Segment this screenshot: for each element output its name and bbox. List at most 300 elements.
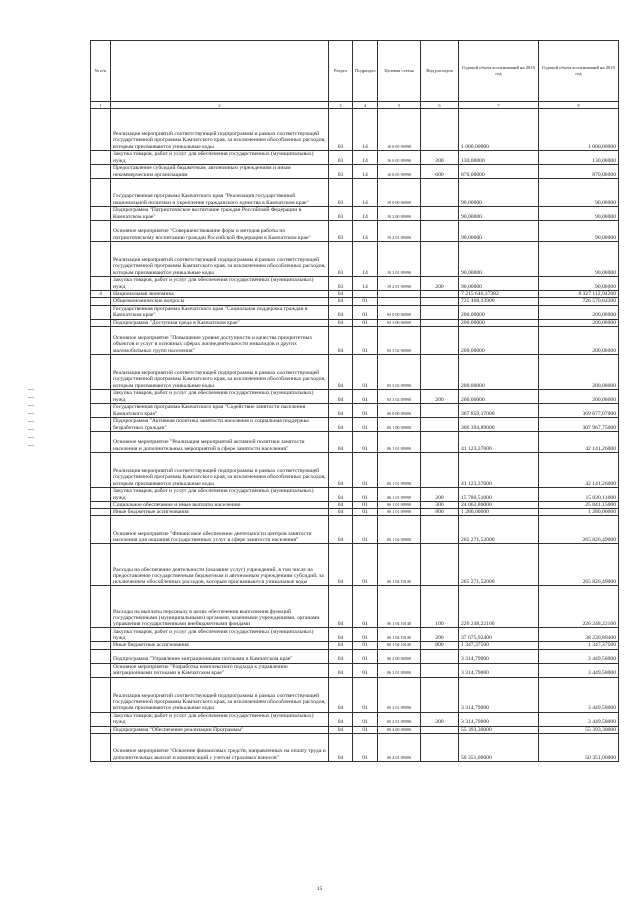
row-expense-type (421, 677, 459, 712)
table-row (91, 663, 619, 677)
column-number: 7 (459, 102, 539, 109)
row-razdel: 03 (329, 242, 353, 277)
row-podrazdel: 01 (353, 417, 378, 431)
row-razdel: 04 (329, 712, 353, 726)
row-name: Основное мероприятие "Реализация мероприятий активной политики занятости населения и дополнительных мероприятий в сфере занятости населения" (111, 431, 329, 452)
table-row (91, 298, 619, 305)
row-razdel: 03 (329, 179, 353, 207)
row-amount-2018: 200,00000 (459, 389, 539, 403)
row-name: Реализация мероприятий соответствующей подпрограммы в рамках соответствующей государственной программы Камчатского края, за исключением обособленных расходов, которым присваиваются уникальные коды (111, 452, 329, 487)
row-amount-2018: 367 859,17000 (459, 403, 539, 417)
row-number (91, 628, 111, 642)
row-expense-type: 200 (421, 277, 459, 291)
row-podrazdel: 01 (353, 326, 378, 354)
table-row (91, 207, 619, 221)
row-amount-2018: 870,00000 (459, 165, 539, 179)
row-razdel: 04 (329, 663, 353, 677)
row-amount-2018: 7 215 646,37382 (459, 291, 539, 298)
row-podrazdel: 14 (353, 277, 378, 291)
budget-table-sheet (90, 40, 618, 762)
table-row (91, 277, 619, 291)
row-number (91, 649, 111, 663)
row-number (91, 151, 111, 165)
row-target-article: 06 1 01 09990 (378, 452, 421, 487)
row-expense-type (421, 326, 459, 354)
table-row (91, 319, 619, 326)
row-expense-type: 300 (421, 501, 459, 508)
row-podrazdel: 01 (353, 452, 378, 487)
row-razdel: 04 (329, 628, 353, 642)
row-name: Закупка товаров, работ и услуг для обеспечения государственных (муниципальных) нужд (111, 487, 329, 501)
row-name: Государственная программа Камчатского края "Социальная поддержка граждан в Камчатском крае" (111, 305, 329, 319)
row-number (91, 734, 111, 762)
row-razdel: 03 (329, 207, 353, 221)
row-amount-2019: 265 826,49000 (539, 544, 619, 586)
row-razdel: 04 (329, 509, 353, 516)
row-amount-2019: 130,00000 (539, 151, 619, 165)
row-amount-2019: 8 327 112,94260 (539, 291, 619, 298)
row-target-article: 06 2 00 00000 (378, 649, 421, 663)
row-number (91, 179, 111, 207)
row-amount-2018: 41 123,37000 (459, 431, 539, 452)
row-expense-type: 100 (421, 586, 459, 628)
row-razdel: 04 (329, 487, 353, 501)
row-amount-2018: 3 314,79000 (459, 649, 539, 663)
row-razdel: 04 (329, 642, 353, 649)
row-expense-type (421, 354, 459, 389)
row-amount-2019: 55 393,30000 (539, 726, 619, 733)
table-row (91, 354, 619, 389)
table-row (91, 642, 619, 649)
row-target-article (378, 298, 421, 305)
row-razdel: 04 (329, 319, 353, 326)
row-name: Закупка товаров, работ и услуг для обеспечения государственных (муниципальных) нужд (111, 277, 329, 291)
row-amount-2019: 307 967,75000 (539, 417, 619, 431)
table-row (91, 431, 619, 452)
row-number (91, 726, 111, 733)
row-amount-2019: 90,00000 (539, 277, 619, 291)
table-row (91, 544, 619, 586)
row-target-article: 06 4 01 00000 (378, 734, 421, 762)
row-number (91, 354, 111, 389)
row-expense-type: 200 (421, 712, 459, 726)
row-amount-2019: 3 449,58000 (539, 663, 619, 677)
row-target-article: 19 2 01 09990 (378, 277, 421, 291)
row-amount-2019: 200,00000 (539, 354, 619, 389)
row-expense-type (421, 242, 459, 277)
table-row (91, 221, 619, 242)
row-expense-type: 200 (421, 628, 459, 642)
row-expense-type: 200 (421, 389, 459, 403)
row-name: Основное мероприятие "Повышение уровня доступности и качества приоритетных объектов и услуг в основных сферах жизнедеятельности инвалидов и других маломобильных групп населения" (111, 326, 329, 354)
row-target-article: 06 1 01 00000 (378, 431, 421, 452)
header-num: № п/п (91, 41, 111, 102)
row-target-article: 03 0 00 00000 (378, 305, 421, 319)
row-target-article: 06 1 04 10140 (378, 628, 421, 642)
row-target-article: 06 1 04 00000 (378, 516, 421, 544)
row-podrazdel: 01 (353, 354, 378, 389)
table-row (91, 389, 619, 403)
row-podrazdel: 01 (353, 544, 378, 586)
header-razdel: Раздел (329, 41, 353, 102)
row-target-article: 06 0 00 00000 (378, 403, 421, 417)
row-number (91, 431, 111, 452)
row-number (91, 389, 111, 403)
row-amount-2019: 200,00000 (539, 305, 619, 319)
row-amount-2018: 226 248,22100 (459, 586, 539, 628)
row-podrazdel: 14 (353, 221, 378, 242)
row-podrazdel: 01 (353, 516, 378, 544)
row-target-article: 06 1 01 09990 (378, 487, 421, 501)
row-expense-type (421, 319, 459, 326)
row-podrazdel: 14 (353, 165, 378, 179)
row-razdel: 04 (329, 516, 353, 544)
column-number: 1 (91, 102, 111, 109)
row-razdel: 04 (329, 389, 353, 403)
row-razdel: 04 (329, 326, 353, 354)
table-row (91, 501, 619, 508)
row-number (91, 642, 111, 649)
row-amount-2019: 265 826,49000 (539, 516, 619, 544)
header-2019: Годовой объем ассигнований на 2019 год (539, 41, 619, 102)
row-number (91, 417, 111, 431)
row-amount-2019: 90,00000 (539, 179, 619, 207)
table-row (91, 403, 619, 417)
row-amount-2019: 42 141,26000 (539, 431, 619, 452)
row-name: Подпрограмма "Доступная среда в Камчатском крае" (111, 319, 329, 326)
row-name: Закупка товаров, работ и услуг для обеспечения государственных (муниципальных) нужд (111, 712, 329, 726)
row-name: Реализация мероприятий соответствующей подпрограммы в рамках соответствующей государственной программы Камчатского края, за исключением обособленных расходов, которым присваиваются уникальные коды (111, 242, 329, 277)
row-amount-2019: 90,00000 (539, 207, 619, 221)
row-name: Расходы на выплаты персоналу в целях обеспечения выполнения функций государственными (муниципальными) органами, казенными учреждениями, органами управления государственными внебюджетными фондами (111, 586, 329, 628)
row-number (91, 277, 111, 291)
row-name: Национальная экономика (111, 291, 329, 298)
row-name: Подпрограмма "Управление миграционными потоками в Камчатском крае" (111, 649, 329, 663)
row-target-article (378, 291, 421, 298)
table-row (91, 509, 619, 516)
header-vr: Вид расходов (421, 41, 459, 102)
row-expense-type (421, 403, 459, 417)
row-number (91, 298, 111, 305)
row-amount-2019: 42 141,26000 (539, 452, 619, 487)
row-podrazdel: 01 (353, 677, 378, 712)
row-amount-2018: 200,00000 (459, 326, 539, 354)
row-amount-2018: 50 351,00000 (459, 734, 539, 762)
table-row (91, 242, 619, 277)
row-name: Закупка товаров, работ и услуг для обеспечения государственных (муниципальных) нужд (111, 628, 329, 642)
column-number: 6 (421, 102, 459, 109)
row-amount-2018: 130,00000 (459, 151, 539, 165)
row-razdel: 04 (329, 586, 353, 628)
row-podrazdel: 01 (353, 586, 378, 628)
row-amount-2018: 15 780,51000 (459, 487, 539, 501)
row-amount-2019: 15 020,11000 (539, 487, 619, 501)
row-number (91, 501, 111, 508)
row-target-article: 19 2 00 00000 (378, 207, 421, 221)
row-podrazdel: 01 (353, 389, 378, 403)
table-row (91, 712, 619, 726)
table-row (91, 677, 619, 712)
row-podrazdel: 14 (353, 179, 378, 207)
row-expense-type (421, 298, 459, 305)
row-amount-2018: 1 347,37500 (459, 642, 539, 649)
table-row (91, 326, 619, 354)
row-amount-2018: 200,00000 (459, 319, 539, 326)
row-target-article: 06 2 01 09990 (378, 712, 421, 726)
row-name: Закупка товаров, работ и услуг для обеспечения государственных (муниципальных) нужд (111, 389, 329, 403)
row-name: Реализация мероприятий соответствующей подпрограммы в рамках соответствующей государственной программы Камчатского края, за исключением обособленных расходов, которым присваиваются уникальные коды (111, 354, 329, 389)
row-amount-2019: 200,00000 (539, 389, 619, 403)
header-csr: Целевая статья (378, 41, 421, 102)
row-target-article: 19 2 01 09990 (378, 242, 421, 277)
row-razdel: 03 (329, 151, 353, 165)
row-number (91, 403, 111, 417)
table-row (91, 649, 619, 663)
row-target-article: 06 2 01 00000 (378, 663, 421, 677)
row-podrazdel (353, 291, 378, 298)
row-amount-2018: 90,00000 (459, 207, 539, 221)
column-number: 5 (378, 102, 421, 109)
row-amount-2019: 226 248,22100 (539, 586, 619, 628)
row-target-article: 16 6 05 09990 (378, 151, 421, 165)
row-amount-2019: 1 280,00000 (539, 509, 619, 516)
row-name: Иные бюджетные ассигнования (111, 509, 329, 516)
table-row (91, 417, 619, 431)
column-numbers-row (91, 102, 619, 109)
row-podrazdel: 01 (353, 642, 378, 649)
row-target-article: 16 6 05 09990 (378, 109, 421, 151)
table-row (91, 734, 619, 762)
row-number (91, 452, 111, 487)
row-razdel: 04 (329, 305, 353, 319)
row-expense-type: 600 (421, 165, 459, 179)
row-name: Подпрограмма "Активная политика занятости населения и социальная поддержка безработных граждан" (111, 417, 329, 431)
row-amount-2018: 200,00000 (459, 354, 539, 389)
row-amount-2019: 90,00000 (539, 242, 619, 277)
row-amount-2018: 37 675,92400 (459, 628, 539, 642)
header-podrazdel: Подраздел (353, 41, 378, 102)
row-amount-2019: 3 449,58000 (539, 712, 619, 726)
row-razdel: 04 (329, 403, 353, 417)
row-podrazdel: 14 (353, 109, 378, 151)
row-podrazdel: 01 (353, 319, 378, 326)
row-razdel: 03 (329, 221, 353, 242)
row-expense-type (421, 649, 459, 663)
row-target-article: 19 0 00 00000 (378, 179, 421, 207)
row-razdel: 04 (329, 734, 353, 762)
row-target-article: 06 1 00 00000 (378, 417, 421, 431)
row-target-article: 06 1 04 10140 (378, 544, 421, 586)
row-podrazdel: 01 (353, 734, 378, 762)
row-razdel: 04 (329, 677, 353, 712)
row-podrazdel: 14 (353, 242, 378, 277)
row-amount-2018: 1 280,00000 (459, 509, 539, 516)
row-number (91, 516, 111, 544)
row-target-article: 03 3 02 09990 (378, 354, 421, 389)
row-amount-2019: 90,00000 (539, 221, 619, 242)
row-podrazdel: 01 (353, 649, 378, 663)
column-number: 4 (353, 102, 378, 109)
row-expense-type: 800 (421, 642, 459, 649)
row-number (91, 712, 111, 726)
row-expense-type (421, 207, 459, 221)
row-amount-2018: 24 062,86000 (459, 501, 539, 508)
row-amount-2019: 3 449,58000 (539, 677, 619, 712)
row-amount-2019: 726 570,64300 (539, 298, 619, 305)
row-amount-2019: 38 230,89400 (539, 628, 619, 642)
row-podrazdel: 01 (353, 712, 378, 726)
row-razdel: 04 (329, 544, 353, 586)
row-expense-type (421, 516, 459, 544)
row-amount-2018: 735 468,23900 (459, 298, 539, 305)
row-number (91, 663, 111, 677)
row-razdel: 03 (329, 277, 353, 291)
row-expense-type: 800 (421, 509, 459, 516)
row-amount-2018: 90,00000 (459, 277, 539, 291)
row-number (91, 207, 111, 221)
row-target-article: 19 2 01 00000 (378, 221, 421, 242)
table-row (91, 179, 619, 207)
row-number (91, 165, 111, 179)
column-number: 3 (329, 102, 353, 109)
table-row (91, 726, 619, 733)
row-expense-type (421, 179, 459, 207)
row-name: Основное мероприятие "Разработка комплексного подхода к управлению миграционными потоками в Камчатском крае" (111, 663, 329, 677)
row-expense-type (421, 221, 459, 242)
header-2018: Годовой объем ассигнований на 2018 год (459, 41, 539, 102)
row-expense-type (421, 726, 459, 733)
row-amount-2019: 1 347,37500 (539, 642, 619, 649)
row-expense-type: 200 (421, 151, 459, 165)
row-amount-2019: 50 351,00000 (539, 734, 619, 762)
row-podrazdel: 01 (353, 305, 378, 319)
row-expense-type (421, 663, 459, 677)
table-row (91, 109, 619, 151)
row-target-article: 06 2 01 09990 (378, 677, 421, 712)
row-name: Реализация мероприятий соответствующей подпрограммы в рамках соответствующей государственной программы Камчатского края, за исключением обособленных расходов, которым присваиваются уникальные коды (111, 109, 329, 151)
row-podrazdel: 01 (353, 431, 378, 452)
row-amount-2018: 1 000,00000 (459, 109, 539, 151)
row-name: Иные бюджетные ассигнования (111, 642, 329, 649)
row-name: Подпрограмма "Патриотическое воспитание граждан Российской Федерации в Камчатском крае" (111, 207, 329, 221)
row-razdel: 04 (329, 298, 353, 305)
row-name: Общеэкономические вопросы (111, 298, 329, 305)
row-amount-2018: 306 394,89000 (459, 417, 539, 431)
row-name: Основное мероприятие "Финансовое обеспечение деятельности центров занятости населения для оказания государственных услуг в сфере занятости населения" (111, 516, 329, 544)
row-target-article: 06 1 04 10140 (378, 586, 421, 628)
row-amount-2019: 200,00000 (539, 319, 619, 326)
row-razdel: 04 (329, 726, 353, 733)
row-razdel: 03 (329, 109, 353, 151)
row-number (91, 109, 111, 151)
row-name: Основное мероприятие "Освоение финансовых средств, направленных на оплату труда и дополнительных выплат и компенсаций с учетом страховых взносов" (111, 734, 329, 762)
column-number: 2 (111, 102, 329, 109)
row-expense-type (421, 734, 459, 762)
row-expense-type (421, 291, 459, 298)
row-expense-type (421, 452, 459, 487)
row-amount-2018: 41 123,37000 (459, 452, 539, 487)
row-expense-type (421, 417, 459, 431)
budget-table (90, 40, 619, 762)
row-razdel: 04 (329, 291, 353, 298)
row-number (91, 487, 111, 501)
row-podrazdel: 14 (353, 151, 378, 165)
row-amount-2019: 1 000,00000 (539, 109, 619, 151)
row-amount-2018: 3 314,79000 (459, 712, 539, 726)
row-target-article: 06 1 04 10140 (378, 642, 421, 649)
table-row (91, 586, 619, 628)
row-amount-2018: 90,00000 (459, 242, 539, 277)
row-name: Реализация мероприятий соответствующей подпрограммы в рамках соответствующей государственной программы Камчатского края, за исключением обособленных расходов, которым присваиваются уникальные коды (111, 677, 329, 712)
row-amount-2018: 90,00000 (459, 179, 539, 207)
row-target-article: 16 6 05 09990 (378, 165, 421, 179)
row-name: Подпрограмма "Обеспечение реализации Программы" (111, 726, 329, 733)
row-razdel: 03 (329, 165, 353, 179)
row-amount-2018: 265 271,52000 (459, 544, 539, 586)
row-name: Расходы на обеспечение деятельности (оказание услуг) учреждений, в том числе на предоставление государственным бюджетным и автономным учреждениям субсидий, за исключением обособленных расходов, которым присваиваются уникальные коды (111, 544, 329, 586)
page-number: 15 (316, 886, 323, 892)
row-amount-2018: 200,00000 (459, 305, 539, 319)
row-razdel: 04 (329, 354, 353, 389)
table-row (91, 165, 619, 179)
row-amount-2018: 265 271,52000 (459, 516, 539, 544)
header-row (91, 41, 619, 102)
row-number (91, 326, 111, 354)
header-name (111, 41, 329, 102)
row-expense-type: 200 (421, 487, 459, 501)
row-podrazdel: 01 (353, 403, 378, 417)
row-expense-type (421, 544, 459, 586)
row-target-article: 06 1 01 09990 (378, 509, 421, 516)
scan-margin-marks (28, 382, 38, 502)
row-number (91, 221, 111, 242)
table-row (91, 628, 619, 642)
table-row (91, 291, 619, 298)
row-number (91, 544, 111, 586)
row-podrazdel: 01 (353, 663, 378, 677)
row-podrazdel: 01 (353, 487, 378, 501)
row-number (91, 242, 111, 277)
table-row (91, 151, 619, 165)
row-razdel: 04 (329, 452, 353, 487)
row-amount-2019: 3 449,58000 (539, 649, 619, 663)
row-target-article: 03 3 02 09990 (378, 389, 421, 403)
row-name: Предоставление субсидий бюджетным, автономным учреждениям и иным некоммерческим организациям (111, 165, 329, 179)
row-amount-2018: 3 314,79000 (459, 663, 539, 677)
row-expense-type (421, 109, 459, 151)
row-number (91, 586, 111, 628)
table-row (91, 452, 619, 487)
row-podrazdel: 01 (353, 726, 378, 733)
row-amount-2019: 200,00000 (539, 326, 619, 354)
row-amount-2018: 55 393,30000 (459, 726, 539, 733)
row-name: Государственная программа Камчатского края "Содействие занятости населения Камчатского края" (111, 403, 329, 417)
row-target-article: 06 4 00 00000 (378, 726, 421, 733)
row-razdel: 04 (329, 649, 353, 663)
column-number: 8 (539, 102, 619, 109)
row-expense-type (421, 431, 459, 452)
row-razdel: 04 (329, 431, 353, 452)
row-number (91, 509, 111, 516)
row-amount-2019: 870,00000 (539, 165, 619, 179)
table-row (91, 487, 619, 501)
row-amount-2019: 369 677,07000 (539, 403, 619, 417)
row-number (91, 319, 111, 326)
row-target-article: 03 3 00 00000 (378, 319, 421, 326)
row-amount-2018: 3 314,79000 (459, 677, 539, 712)
row-name: Основное мероприятие "Совершенствование форм и методов работы по патриотическому воспитанию граждан Российской Федерации в Камчатском крае" (111, 221, 329, 242)
row-razdel: 04 (329, 501, 353, 508)
